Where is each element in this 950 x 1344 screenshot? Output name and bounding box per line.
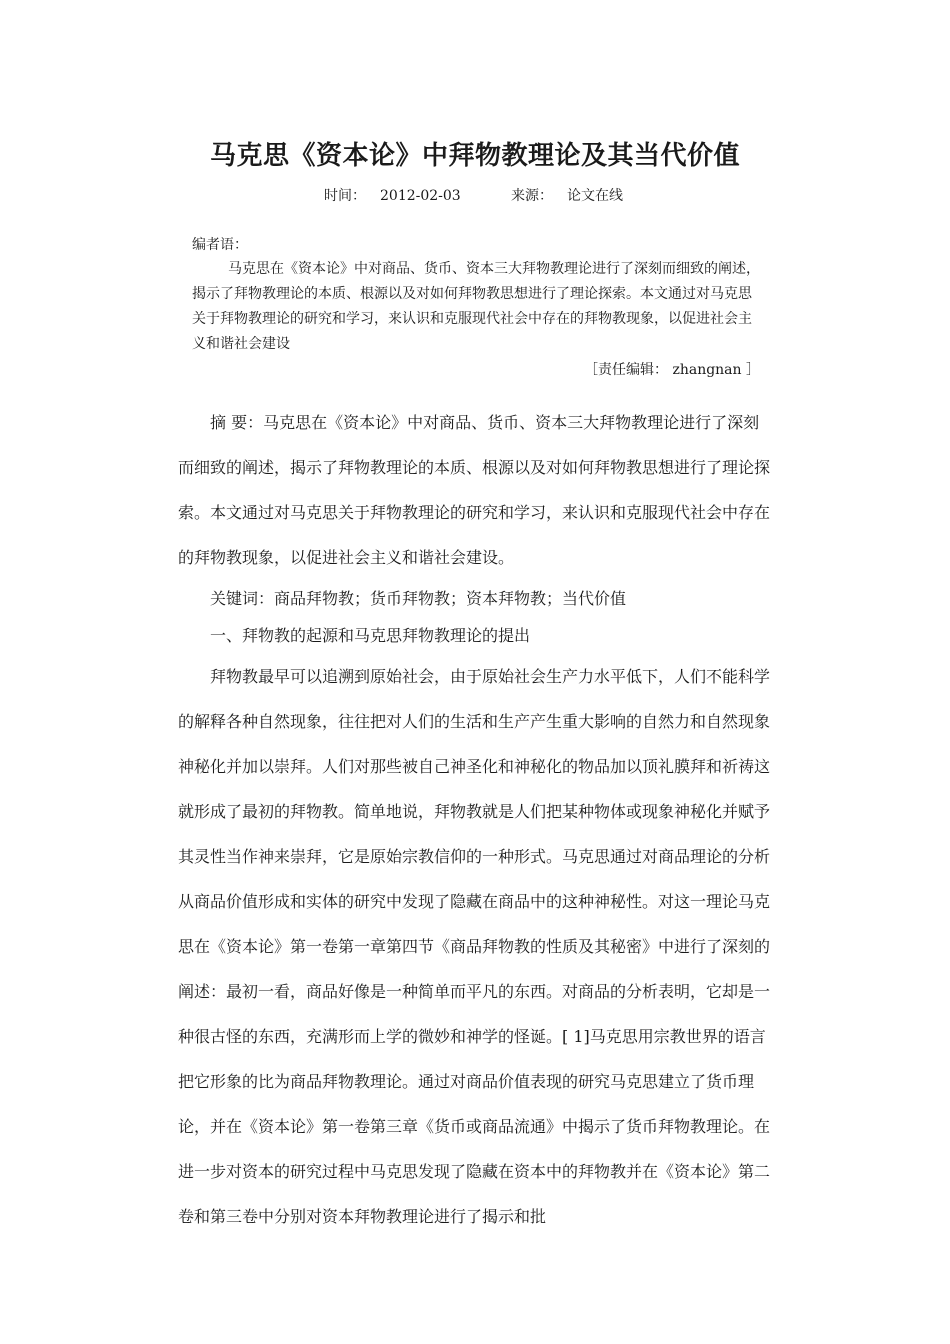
time-label: 时间：	[324, 188, 366, 204]
responsible-editor: ［责任编辑： zhangnan ］	[584, 362, 760, 378]
keywords-paragraph: 关键词：商品拜物教；货币拜物教；资本拜物教；当代价值	[210, 589, 627, 608]
body-paragraph: 拜物教最早可以追溯到原始社会，由于原始社会生产力水平低下，人们不能科学的解释各种自然现象，往往把对人们的生活和生产产生重大影响的自然力和自然现象神秘化并加以崇拜。人们对那些被自己神圣化和神秘化的物品加以顶礼膜拜和祈祷这就形成了最初的拜物教。简单地说，拜物教就是人们把某种物体或现象神秘化并赋予其灵性当作神来崇拜，它是原始宗教信仰的一种形式。马克思通过对商品理论的分析从商品价值形成和实体的研究中发现了隐藏在商品中的这种神秘性。对这一理论马克思在《资本论》第一卷第一章第四节《商品拜物教的性质及其秘密》中进行了深刻的阐述：最初一看，商品好像是一种简单而平凡的东西。对商品的分析表明，它却是一种很古怪的东西，充满形而上学的微妙和神学的怪诞。[ 1]马克思用宗教世界的语言把它形象的比为商品拜物教理论。通过对商品价值表现的研究马克思建立了货币理论，并在《资本论》第一卷第三章《货币或商品流通》中揭示了货币拜物教理论。在进一步对资本的研究过程中马克思发现了隐藏在资本中的拜物教并在《资本论》第二卷和第三卷中分别对资本拜物教理论进行了揭示和批	[178, 667, 771, 1226]
article-body	[178, 400, 774, 1239]
section-heading: 一、拜物教的起源和马克思拜物教理论的提出	[210, 626, 531, 645]
editor-note: 马克思在《资本论》中对商品、货币、资本三大拜物教理论进行了深刻而细致的阐述，揭示了拜物教理论的本质、根源以及对如何拜物教思想进行了理论探索。本文通过对马克思关于拜物教理论的研究和学习，来认识和克服现代社会中存在的拜物教现象，以促进社会主义和谐社会建设	[192, 261, 760, 352]
article-meta	[0, 184, 950, 208]
editor-note-label: 编者语：	[192, 237, 248, 253]
abstract-paragraph: 摘 要：马克思在《资本论》中对商品、货币、资本三大拜物教理论进行了深刻而细致的阐述，揭示了拜物教理论的本质、根源以及对如何拜物教思想进行了理论探索。本文通过对马克思关于拜物教理论的研究和学习，来认识和克服现代社会中存在的拜物教现象，以促进社会主义和谐社会建设。	[178, 413, 771, 567]
source-label: 来源：	[511, 188, 553, 204]
article-source	[511, 184, 623, 208]
publish-time	[324, 184, 461, 208]
source-value: 论文在线	[567, 188, 623, 204]
time-value: 2012-02-03	[380, 188, 461, 204]
article-title: 马克思《资本论》中拜物教理论及其当代价值	[209, 141, 740, 171]
